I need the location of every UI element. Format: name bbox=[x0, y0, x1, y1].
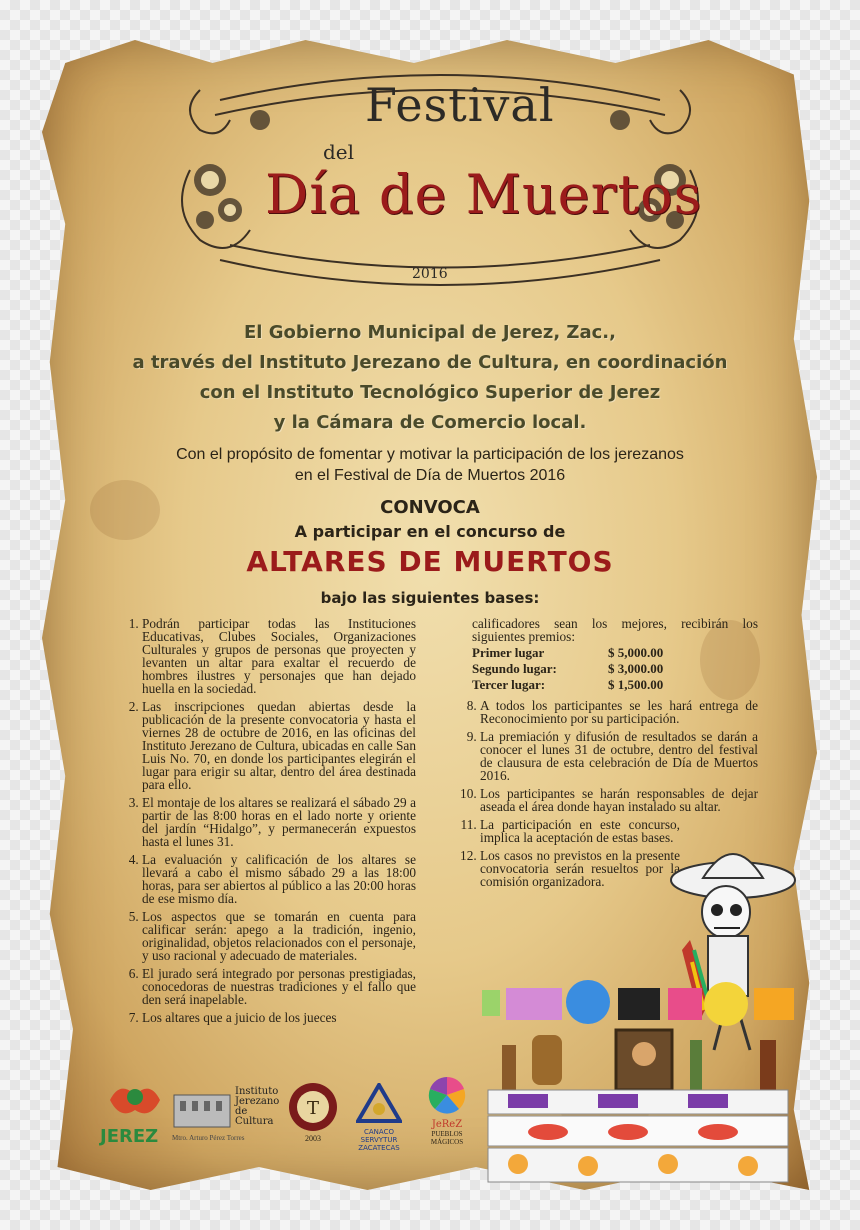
organizer-line: El Gobierno Municipal de Jerez, Zac., bbox=[244, 322, 616, 343]
prizes-intro: calificadores sean los mejores, recibirán los siguientes premios: bbox=[472, 616, 758, 644]
convoca-heading: CONVOCA bbox=[380, 497, 480, 518]
base-item: 1. Podrán participar todas las Instituciones Educativas, Clubes Sociales, Organizaciones Culturales y grupos de personas que proyecten y levanten un altar para exaltar el recuerdo de hombres ilustres y personajes que han dejado huella en la sociedad. bbox=[142, 617, 416, 695]
canaco-logo: CANACO SERVYTUR ZACATECAS bbox=[344, 1083, 414, 1152]
base-item: 2. Las inscripciones quedan abiertas desde la publicación de la presente convocatoria y hasta el viernes 28 de octubre de 2016, en las oficinas del Instituto Jerezano de Cultura, ubicadas en calle San Luis No. 70, en donde los participantes elegirán el lugar para erigir su altar, dentro del área destinada para ello. bbox=[142, 700, 416, 791]
pueblos-magicos-logo: JeReZ PUEBLOS MÁGICOS bbox=[418, 1075, 476, 1146]
purpose-line: Con el propósito de fomentar y motivar la participación de los jerezanos bbox=[176, 446, 684, 463]
prize-row: Primer lugar $ 5,000.00 bbox=[472, 645, 664, 660]
organizer-line: con el Instituto Tecnológico Superior de Jerez bbox=[199, 382, 661, 403]
contest-title: ALTARES DE MUERTOS bbox=[246, 545, 614, 578]
title-dia-de-muertos: Día de Muertos bbox=[265, 163, 703, 226]
prize-row: Segundo lugar: $ 3,000.00 bbox=[472, 661, 664, 676]
purpose-line: en el Festival de Día de Muertos 2016 bbox=[294, 467, 566, 484]
base-item: 8. A todos los participantes se les hará entrega de Reconocimiento por su participación. bbox=[480, 699, 758, 725]
organizer-line: a través del Instituto Jerezano de Cultura, en coordinación bbox=[132, 352, 728, 373]
title-year: 2016 bbox=[412, 266, 448, 282]
base-item: 9. La premiación y difusión de resultados se darán a conocer el lunes 31 de octubre, dentro del festival de clausura de esta celebración de Día de Muertos 2016. bbox=[480, 730, 758, 782]
prize-row: Tercer lugar: $ 1,500.00 bbox=[472, 677, 664, 692]
base-item: 6. El jurado será integrado por personas prestigiadas, conocedoras de nuestras tradiciones y el fallo que den será inapelable. bbox=[142, 967, 416, 1006]
base-item: 4. La evaluación y calificación de los altares se llevará a cabo el mismo sábado 29 a las 18:00 horas, para ser abiertos al público a las 20:00 horas de ese mismo día. bbox=[142, 853, 416, 905]
jerez-logo: JEREZ bbox=[100, 1075, 170, 1147]
building-logo: Mtro. Arturo Pérez Torres bbox=[172, 1087, 232, 1147]
base-item: 11. La participación en este concurso, implica la aceptación de estas bases. bbox=[480, 818, 680, 844]
organizer-line: y la Cámara de Comercio local. bbox=[273, 412, 587, 433]
base-item: 3. El montaje de los altares se realizará el sábado 29 a partir de las 8:00 horas en el lado norte y oriente del jardín “Hidalgo”, y permanecerán expuestos hasta el lunes 31. bbox=[142, 796, 416, 848]
prize-table bbox=[450, 645, 758, 693]
invite-line: A participar en el concurso de bbox=[294, 522, 566, 541]
bases-left-column bbox=[120, 617, 416, 1029]
itsj-logo: T 2003 bbox=[285, 1081, 341, 1141]
base-item: 5. Los aspectos que se tomarán en cuenta para calificar serán: apego a la tradición, ingenio, originalidad, objetos relacionados con el personaje, y uso racional y adecuado de materiales. bbox=[142, 910, 416, 962]
svg-text:T: T bbox=[306, 1098, 320, 1119]
altar-illustration bbox=[478, 840, 808, 1185]
sponsor-logos bbox=[100, 1075, 480, 1155]
bases-intro: bajo las siguientes bases: bbox=[320, 589, 540, 607]
base-item: 7. Los altares que a juicio de los jueces bbox=[142, 1011, 416, 1024]
base-item: 10. Los participantes se harán responsables de dejar aseada el área donde hayan instalado su altar. bbox=[480, 787, 758, 813]
title-festival: Festival bbox=[365, 78, 555, 132]
title-del: del bbox=[323, 140, 355, 164]
base-item: 12. Los casos no previstos en la presente convocatoria serán resueltos por la comisión organizadora. bbox=[480, 849, 680, 888]
ijc-logo: Instituto Jerezano de Cultura bbox=[235, 1086, 280, 1127]
